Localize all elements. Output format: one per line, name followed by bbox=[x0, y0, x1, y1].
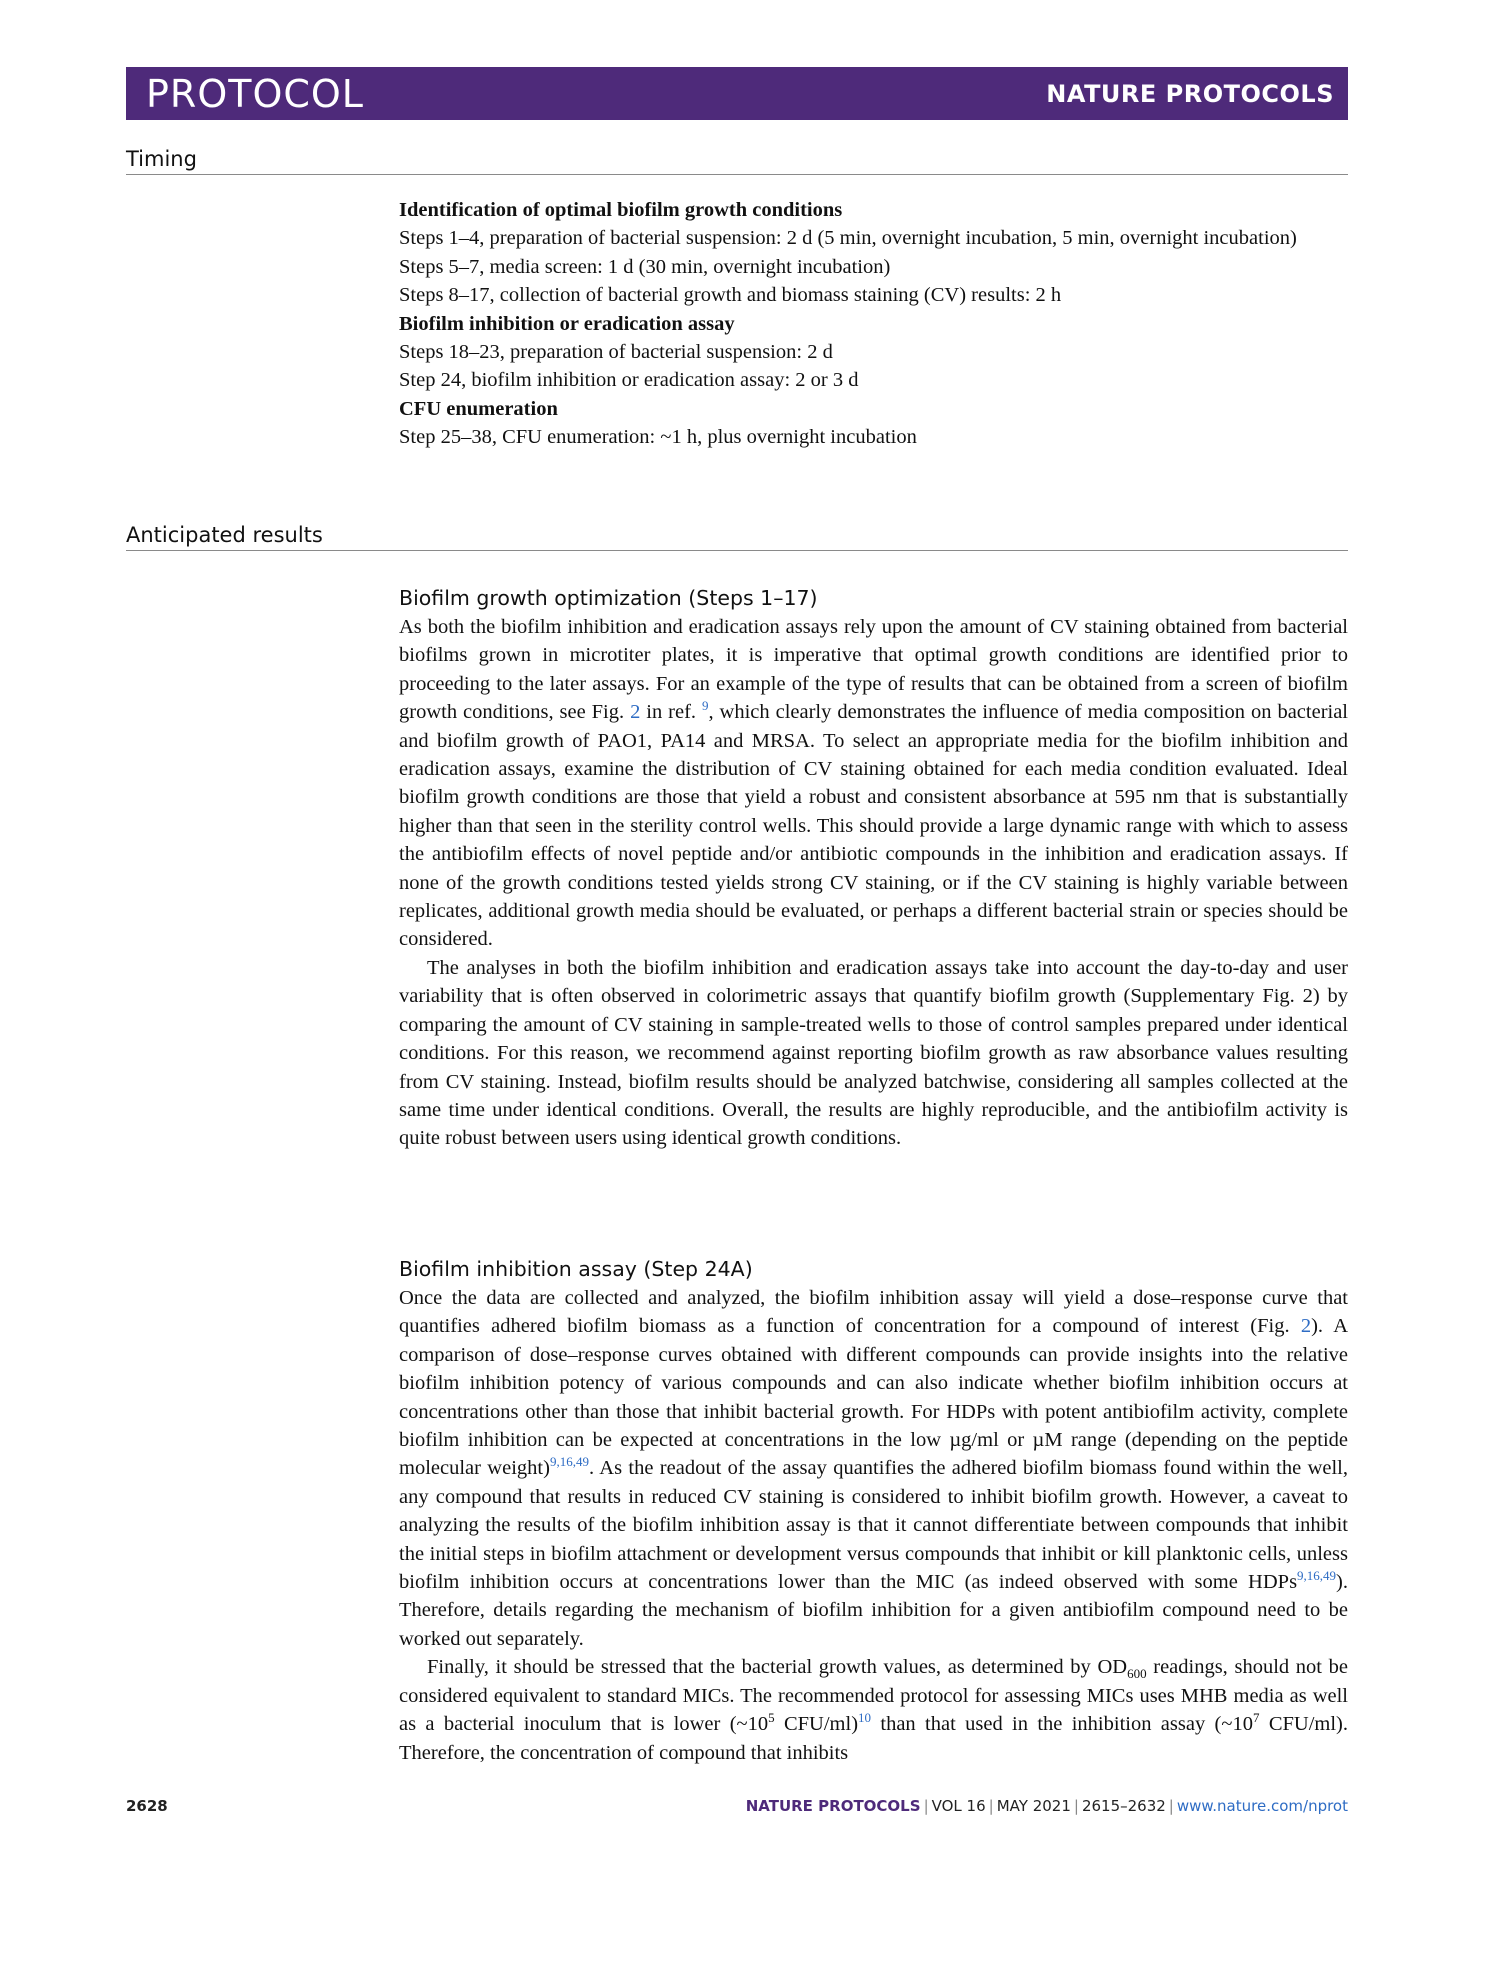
footer-volume: VOL 16 bbox=[931, 1797, 986, 1815]
timing-list bbox=[399, 196, 1348, 452]
inhibition-assay-body bbox=[399, 1284, 1348, 1767]
paragraph: As both the biofilm inhibition and eradication assays rely upon the amount of CV staining obtained from bacterial biofilms grown in microtiter plates, it is imperative that optimal growth conditions are identified prior to proceeding to the later assays. For an example of the type of results that can be obtained from a screen of biofilm growth conditions, see Fig. 2 in ref. $^9$, which clearly demonstrates the influence of media composition on bacterial and biofilm growth of PAO1, PA14 and MRSA. To select an appropriate media for the biofilm inhibition and eradication assays, examine the distribution of CV staining obtained for each media condition evaluated. Ideal biofilm growth conditions are those that yield a robust and consistent absorbance at 595 nm that is substantially higher than that seen in the sterility control wells. This should provide a large dynamic range with which to assess the antibiofilm effects of novel peptide and/or antibiotic compounds in the inhibition and eradication assays. If none of the growth conditions tested yields strong CV staining, or if the CV staining is highly variable between replicates, additional growth media should be evaluated, or perhaps a different bacterial strain or species should be considered. bbox=[399, 616, 1349, 951]
figure-link[interactable]: 2 bbox=[630, 701, 641, 724]
journal-name-label: NATURE PROTOCOLS bbox=[1046, 79, 1334, 108]
journal-url-link[interactable]: www.nature.com/nprot bbox=[1176, 1797, 1348, 1815]
timing-line: Steps 1–4, preparation of bacterial suspension: 2 d (5 min, overnight incubation, 5 min, overnight incubation) bbox=[399, 227, 1297, 250]
timing-subheading: CFU enumeration bbox=[399, 397, 558, 420]
paragraph: Finally, it should be stressed that the bacterial growth values, as determined by $OD_{600}$ readings, should not be considered equivalent to standard MICs. The recommended protocol for assessing MICs uses MHB media as well as a bacterial inoculum that is lower ($\sim 10^5$ CFU/ml)$^{10}$ than that used in the inhibition assay ($\sim 10^7$ CFU/ml). Therefore, the concentration of compound that inhibits bbox=[399, 1656, 1349, 1764]
timing-line: Steps 8–17, collection of bacterial growth and biomass staining (CV) results: 2 h bbox=[399, 284, 1062, 307]
paragraph: The analyses in both the biofilm inhibition and eradication assays take into account the day-to-day and user variability that is often observed in colorimetric assays that quantify biofilm growth (Supplementary Fig. 2) by comparing the amount of CV staining in sample-treated wells to those of control samples prepared under identical conditions. For this reason, we recommend against reporting biofilm growth as raw absorbance values resulting from CV staining. Instead, biofilm results should be analyzed batchwise, considering all samples collected at the same time under identical conditions. Overall, the results are highly reproducible, and the antibiofilm activity is quite robust between users using identical growth conditions. bbox=[399, 956, 1348, 1150]
page-number: 2628 bbox=[126, 1797, 168, 1815]
timing-subheading: Identification of optimal biofilm growth conditions bbox=[399, 199, 843, 221]
citation-line: NATURE PROTOCOLS | VOL 16 | MAY 2021 | 2615–2632 | www.nature.com/nprot bbox=[745, 1797, 1348, 1815]
footer-journal-name: NATURE PROTOCOLS bbox=[745, 1797, 921, 1815]
reference-link[interactable]: 9,16,49 bbox=[549, 1454, 589, 1470]
footer-date: MAY 2021 bbox=[996, 1797, 1071, 1815]
growth-optimization-body bbox=[399, 613, 1348, 1153]
reference-link[interactable]: 9 bbox=[701, 698, 709, 714]
reference-link[interactable]: 9,16,49 bbox=[1297, 1568, 1337, 1584]
timing-heading: Timing bbox=[126, 147, 1348, 175]
reference-link[interactable]: 10 bbox=[858, 1710, 872, 1726]
footer-pages: 2615–2632 bbox=[1081, 1797, 1166, 1815]
timing-line: Steps 5–7, media screen: 1 d (30 min, overnight incubation) bbox=[399, 255, 891, 278]
timing-subheading: Biofilm inhibition or eradication assay bbox=[399, 312, 735, 335]
inhibition-assay-title: Biofilm inhibition assay (Step 24A) bbox=[399, 1257, 753, 1281]
figure-link[interactable]: 2 bbox=[1300, 1315, 1312, 1338]
timing-line: Step 25–38, CFU enumeration: ~1 h, plus overnight incubation bbox=[399, 426, 917, 449]
article-type-label: PROTOCOL bbox=[146, 71, 364, 116]
page-footer bbox=[126, 1797, 1348, 1821]
header-banner bbox=[126, 67, 1348, 120]
paragraph: Once the data are collected and analyzed, the biofilm inhibition assay will yield a dose–response curve that quantifies adhered biofilm biomass as a function of concentration for a compound of interest (Fig. 2). A comparison of dose–response curves obtained with different compounds can provide insights into the relative biofilm inhibition potency of various compounds and can also indicate whether biofilm inhibition occurs at concentrations other than those that inhibit bacterial growth. For HDPs with potent antibiofilm activity, complete biofilm inhibition can be expected at concentrations in the low µg/ml or µM range (depending on the peptide molecular weight)$^{9,16,49}$. As the readout of the assay quantifies the adhered biofilm biomass found within the well, any compound that results in reduced CV staining is considered to inhibit biofilm growth. However, a caveat to analyzing the results of the biofilm inhibition assay is that it cannot differentiate between compounds that inhibit the initial steps in biofilm attachment or development versus compounds that inhibit or kill planktonic cells, unless biofilm inhibition occurs at concentrations lower than the MIC (as indeed observed with some HDPs$^{9,16,49}$). Therefore, details regarding the mechanism of biofilm inhibition for a given antibiofilm compound need to be worked out separately. bbox=[399, 1287, 1349, 1650]
timing-line: Step 24, biofilm inhibition or eradication assay: 2 or 3 d bbox=[399, 369, 859, 392]
anticipated-results-heading: Anticipated results bbox=[126, 523, 1348, 551]
timing-line: Steps 18–23, preparation of bacterial suspension: 2 d bbox=[399, 341, 833, 364]
growth-optimization-title: Biofilm growth optimization (Steps 1–17) bbox=[399, 586, 818, 610]
